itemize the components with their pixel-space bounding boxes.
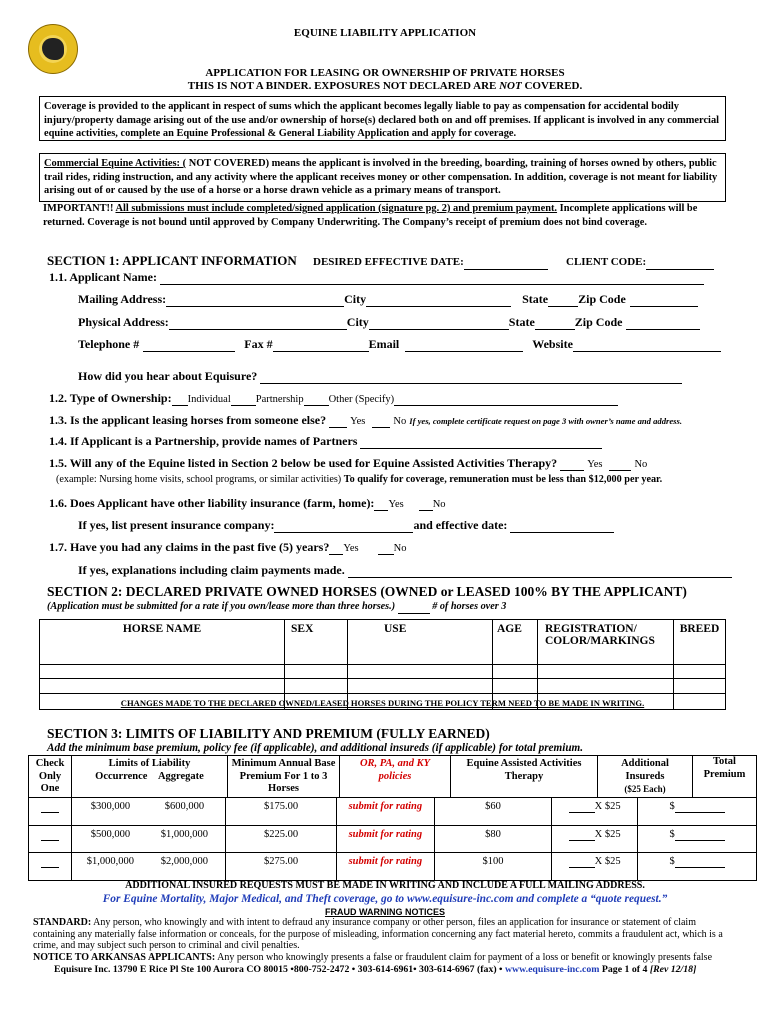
occurrence-value: $500,000 [90,829,131,840]
referral-blank[interactable] [260,369,682,384]
leasing-yes-checkbox[interactable] [329,413,347,428]
total-premium-blank[interactable] [675,829,725,841]
partners-label: 1.4. If Applicant is a Partnership, provide names of Partners [49,434,358,448]
mailing-state-blank[interactable] [548,292,578,307]
leasing-question-row [49,413,769,429]
col-state-policies: OR, PA, and KY policies [340,756,451,798]
physical-city-label: City [346,315,369,329]
physical-city-blank[interactable] [369,315,509,330]
present-insurance-label: If yes, list present insurance company: [78,518,275,532]
minimum-premium-value: $175.00 [226,798,337,826]
effective-date-label: DESIRED EFFECTIVE DATE: [313,256,464,268]
limits-value-cell [71,853,226,881]
individual-option: Individual [187,394,231,405]
claims-yes-option: Yes [343,543,359,554]
state-policies-cell [336,826,434,853]
physical-address-label: Physical Address: [78,315,169,329]
eaa-no-option: No [634,459,648,470]
claims-explanation-blank[interactable] [348,563,732,578]
physical-address-row [78,315,738,330]
horse-row[interactable] [40,679,726,694]
claims-explanation-field[interactable] [78,563,732,578]
partners-blank[interactable] [360,434,602,449]
limits-value-cell [71,798,226,826]
total-premium-cell[interactable] [638,798,757,826]
ownership-type-label: 1.2. Type of Ownership: [49,391,172,405]
additional-insureds-rate: X $25 [594,801,621,812]
limit-check-blank[interactable] [41,801,59,813]
total-premium-symbol: $ [669,801,675,812]
document-title: EQUINE LIABILITY APPLICATION [293,27,477,39]
contact-row [78,337,738,352]
arkansas-text: Any person who knowingly presents a false or fraudulent claim for payment of a loss or benefit or knowingly presents false [215,952,713,963]
leasing-question-label: 1.3. Is the applicant leasing horses from someone else? [49,413,327,427]
eaa-yes-checkbox[interactable] [560,456,584,471]
section1-heading: SECTION 1: APPLICANT INFORMATION [47,253,297,268]
email-blank[interactable] [405,337,523,352]
section2-note [47,601,506,614]
additional-insureds-rate: X $25 [594,829,621,840]
eaa-example-text: (example: Nursing home visits, school programs, or similar activities) [56,474,344,485]
limits-rows-table [28,797,757,881]
applicant-name-label: 1.1. Applicant Name: [49,270,157,284]
horses-table-header [40,620,726,665]
col-additional-insureds [598,756,693,798]
eaa-no-checkbox[interactable] [609,456,631,471]
other-insurance-yes-option: Yes [388,499,404,510]
additional-insured-notice: ADDITIONAL INSURED REQUESTS MUST BE MADE IN WRITING AND INCLUDE A FULL MAILING ADDRESS. [125,880,645,891]
total-premium-symbol: $ [669,856,675,867]
limit-check-blank[interactable] [41,829,59,841]
limits-table-header [29,756,757,798]
col-use: USE [348,620,493,665]
commercial-text: NOT COVERED) means the applicant is involved in the breeding, boarding, training of horses owned by others, public trail rides, riding instruction, and any activity where the applicant receives money or other compensation. In addition, coverage is not meant for liability arising out of or caused by the use of a horse or a horse drawn vehicle as a primary means of transport. [44,158,718,196]
claims-explanation-label: If yes, explanations including claim payments made. [78,563,345,577]
occurrence-aggregate-labels [72,771,227,784]
limit-rows [28,797,757,881]
arkansas-label: NOTICE TO ARKANSAS APPLICANTS: [33,952,216,963]
eaa-premium-value: $80 [434,826,551,853]
minimum-premium-value: $225.00 [226,826,337,853]
total-premium-blank[interactable] [675,801,725,813]
client-code-blank[interactable] [646,256,714,270]
additional-insureds-cell[interactable] [552,798,638,826]
mailing-address-blank[interactable] [166,292,344,307]
age-cell[interactable] [493,679,538,694]
covered-text: COVERED. [521,80,583,92]
important-underlined: All submissions must include completed/signed application (signature pg. 2) and premium payment. [115,203,558,214]
coverage-text: Coverage is provided to the applicant in respect of sums which the applicant becomes legally liable to pay as compensation for accidental bodily injury/property damage arising out of the use and/or ownership of horse(s) declared both on and off premises. If applicant is involved in any commercial equine activities, complete an Equine Professional & General Liability Application and apply for coverage. [44,101,720,139]
leasing-note: If yes, complete certificate request on page 3 with owner’s name and address. [409,416,682,426]
mailing-zip-blank[interactable] [630,292,698,307]
state-policies-cell [336,798,434,826]
page-number: Page 1 of 4 [599,964,650,975]
limit-option-row[interactable] [29,798,757,826]
contact-info: Equisure Inc. 13790 E Rice Pl Ste 100 Aurora CO 80015 •800-752-2472 • 303-614-6961• 303-614-6967 (fax) • [54,964,505,975]
section2-heading: SECTION 2: DECLARED PRIVATE OWNED HORSES (OWNED or LEASED 100% BY THE APPLICANT) [47,584,687,599]
arkansas-notice [33,952,753,964]
total-premium-cell[interactable] [638,853,757,881]
website-label: Website [532,337,573,351]
important-label: IMPORTANT!! [43,203,116,214]
state-policies-cell [336,853,434,881]
insurance-effective-date-blank[interactable] [510,518,614,533]
additional-insureds-each: ($25 Each) [624,784,666,794]
email-label: Email [368,337,400,351]
partners-field[interactable] [49,434,602,449]
col-age: AGE [493,620,538,665]
ownership-type-row [49,391,618,407]
horse-name-cell[interactable] [40,679,285,694]
other-option: Other (Specify) [328,394,395,405]
standard-fraud-notice [33,917,738,952]
leasing-yes-option: Yes [350,416,366,427]
aggregate-value: $1,000,000 [160,829,209,840]
additional-insureds-cell[interactable] [552,826,638,853]
use-cell[interactable] [348,665,493,679]
partnership-checkbox[interactable] [231,391,256,406]
minimum-premium-value: $275.00 [226,853,337,881]
referral-label: How did you hear about Equisure? [78,369,258,383]
insurance-effective-date-label: and effective date: [413,518,508,532]
occurrence-value: $1,000,000 [86,856,135,867]
applicant-name-field[interactable] [49,270,704,285]
additional-insureds-count-blank[interactable] [569,829,595,841]
occurrence-value: $300,000 [90,801,131,812]
other-insurance-no-checkbox[interactable] [419,496,433,511]
present-insurance-blank[interactable] [274,518,413,533]
other-insurance-row [49,496,446,512]
other-insurance-label: 1.6. Does Applicant have other liability insurance (farm, home): [49,496,375,510]
col-minimum-premium: Minimum Annual Base Premium For 1 to 3 Horses [228,756,340,798]
limits-value-cell [71,826,226,853]
mailing-state-label: State [522,292,549,306]
eaa-yes-option: Yes [587,459,603,470]
col-registration: REGISTRATION/ COLOR/MARKINGS [538,620,674,665]
horse-row[interactable] [40,665,726,679]
contact-footer [54,964,696,976]
mailing-address-label: Mailing Address: [78,292,167,306]
horse-head-icon [42,38,64,60]
mailing-city-label: City [344,292,367,306]
col-sex: SEX [285,620,348,665]
fax-label: Fax # [244,337,273,351]
individual-checkbox[interactable] [172,391,188,406]
additional-insureds-count-blank[interactable] [569,856,595,868]
eaa-premium-value: $100 [434,853,551,881]
standard-text: Any person, who knowingly and with intent to defraud any insurance company or other person, files an application for insurance or statement of claim containing any materially false information or conceals, for the purpose of misleading, information concerning any fact material hereto, commits a fraudulent act, which is a crime, and may subject such person to criminal and civil penalties. [33,917,723,952]
limit-check-cell[interactable] [29,853,72,881]
effective-date-field[interactable] [313,256,548,270]
claims-row [49,540,406,556]
section3-heading: SECTION 3: LIMITS OF LIABILITY AND PREMIUM (FULLY EARNED) [47,726,490,741]
additional-insureds-count-blank[interactable] [569,801,595,813]
other-checkbox[interactable] [304,391,329,406]
additional-insureds-label: Additional Insureds [621,758,669,782]
claims-no-option: No [393,543,407,554]
mortality-notice: For Equine Mortality, Major Medical, and Theft coverage, go to www.equisure-inc.com and complete a “quote request.” [102,893,668,905]
other-specify-blank[interactable] [394,391,618,406]
submit-for-rating: submit for rating [348,829,423,840]
important-notice [43,202,726,229]
website-blank[interactable] [573,337,721,352]
eaa-remuneration-note: To qualify for coverage, remuneration must be less than $12,000 per year. [343,474,663,485]
eaa-example [56,474,662,486]
registration-cell[interactable] [538,665,674,679]
aggregate-label: Aggregate [157,770,204,782]
other-insurance-no-option: No [432,499,446,510]
standard-label: STANDARD: [33,917,92,928]
aggregate-value: $2,000,000 [160,856,209,867]
additional-insureds-cell[interactable] [552,853,638,881]
physical-address-blank[interactable] [169,315,347,330]
breed-cell[interactable] [674,665,726,679]
horse-changes-notice: CHANGES MADE TO THE DECLARED OWNED/LEASED HORSES DURING THE POLICY TERM NEED TO BE MADE IN WRITING. [120,698,645,708]
col-eaa-therapy: Equine Assisted Activities Therapy [451,756,598,798]
physical-zip-label: Zip Code [574,315,623,329]
present-insurance-row [78,518,614,533]
additional-insureds-rate: X $25 [594,856,621,867]
eaa-question-row [49,456,769,472]
col-breed: BREED [674,620,726,665]
claims-no-checkbox[interactable] [378,540,394,555]
limit-check-blank[interactable] [41,856,59,868]
limit-check-cell[interactable] [29,798,72,826]
fraud-warning-title: FRAUD WARNING NOTICES [325,907,445,917]
total-premium-blank[interactable] [675,856,725,868]
total-premium-cell[interactable] [638,826,757,853]
limit-option-row[interactable] [29,826,757,853]
section3-subheading: Add the minimum base premium, policy fee (if applicable), and additional insureds (if applicable) for total premium. [47,742,584,754]
col-total-premium: Total Premium [693,756,757,798]
effective-date-blank[interactable] [464,256,548,270]
applicant-name-blank[interactable] [160,270,704,285]
leasing-no-option: No [393,416,407,427]
important-text: Incomplete applications will be returned. Coverage is not bound until approved by Company Underwriting. The Company’s receipt of premium does not bind coverage. [43,203,698,228]
physical-zip-blank[interactable] [626,315,700,330]
mailing-city-blank[interactable] [366,292,511,307]
fax-blank[interactable] [273,337,369,352]
col-check-one: Check Only One [29,756,72,798]
horses-over-3-label: # of horses over 3 [429,601,507,612]
col-limits [72,756,228,798]
commercial-activities-box [39,153,726,202]
limit-check-cell[interactable] [29,826,72,853]
client-code-field[interactable] [566,256,714,270]
col-horse-name: HORSE NAME [40,620,285,665]
claims-yes-checkbox[interactable] [329,540,343,555]
mailing-zip-label: Zip Code [578,292,626,306]
commercial-label: Commercial Equine Activities: ( [44,158,187,169]
submit-for-rating: submit for rating [348,801,423,812]
age-cell[interactable] [493,665,538,679]
referral-field[interactable] [78,369,682,384]
partnership-option: Partnership [255,394,304,405]
physical-state-label: State [508,315,535,329]
leasing-no-checkbox[interactable] [372,413,390,428]
sex-cell[interactable] [285,679,348,694]
mailing-address-row [78,292,738,307]
telephone-blank[interactable] [143,337,235,352]
limits-table [28,755,757,798]
limits-label: Limits of Liability [108,758,191,769]
occurrence-label: Occurrence [95,770,148,782]
limit-option-row[interactable] [29,853,757,881]
website-link[interactable]: www.equisure-inc.com [504,964,600,975]
eaa-premium-value: $60 [434,798,551,826]
horses-over-3-blank[interactable] [398,601,430,614]
registration-cell[interactable] [538,679,674,694]
telephone-label: Telephone # [78,337,140,351]
breed-cell[interactable] [674,679,726,694]
document-subtitle: APPLICATION FOR LEASING OR OWNERSHIP OF PRIVATE HORSES [205,67,565,79]
client-code-label: CLIENT CODE: [566,256,647,268]
submit-for-rating: submit for rating [348,856,423,867]
not-binder-notice [0,80,770,93]
horse-name-cell[interactable] [40,665,285,679]
use-cell[interactable] [348,679,493,694]
aggregate-value: $600,000 [164,801,205,812]
physical-state-blank[interactable] [535,315,575,330]
revision-label: [Rev 12/18] [649,964,697,975]
total-premium-symbol: $ [669,829,675,840]
other-insurance-yes-checkbox[interactable] [374,496,388,511]
horses-table [39,619,726,710]
section2-note-text: (Application must be submitted for a rate if you own/lease more than three horses.) [47,601,398,612]
sex-cell[interactable] [285,665,348,679]
claims-label: 1.7. Have you had any claims in the past five (5) years? [49,540,330,554]
not-binder-text: THIS IS NOT A BINDER. EXPOSURES NOT DECLARED ARE [187,80,500,92]
coverage-box [39,96,726,141]
eaa-question-label: 1.5. Will any of the Equine listed in Section 2 below be used for Equine Assisted Activities Therapy? [49,456,558,470]
not-emphasis: NOT [499,80,522,92]
